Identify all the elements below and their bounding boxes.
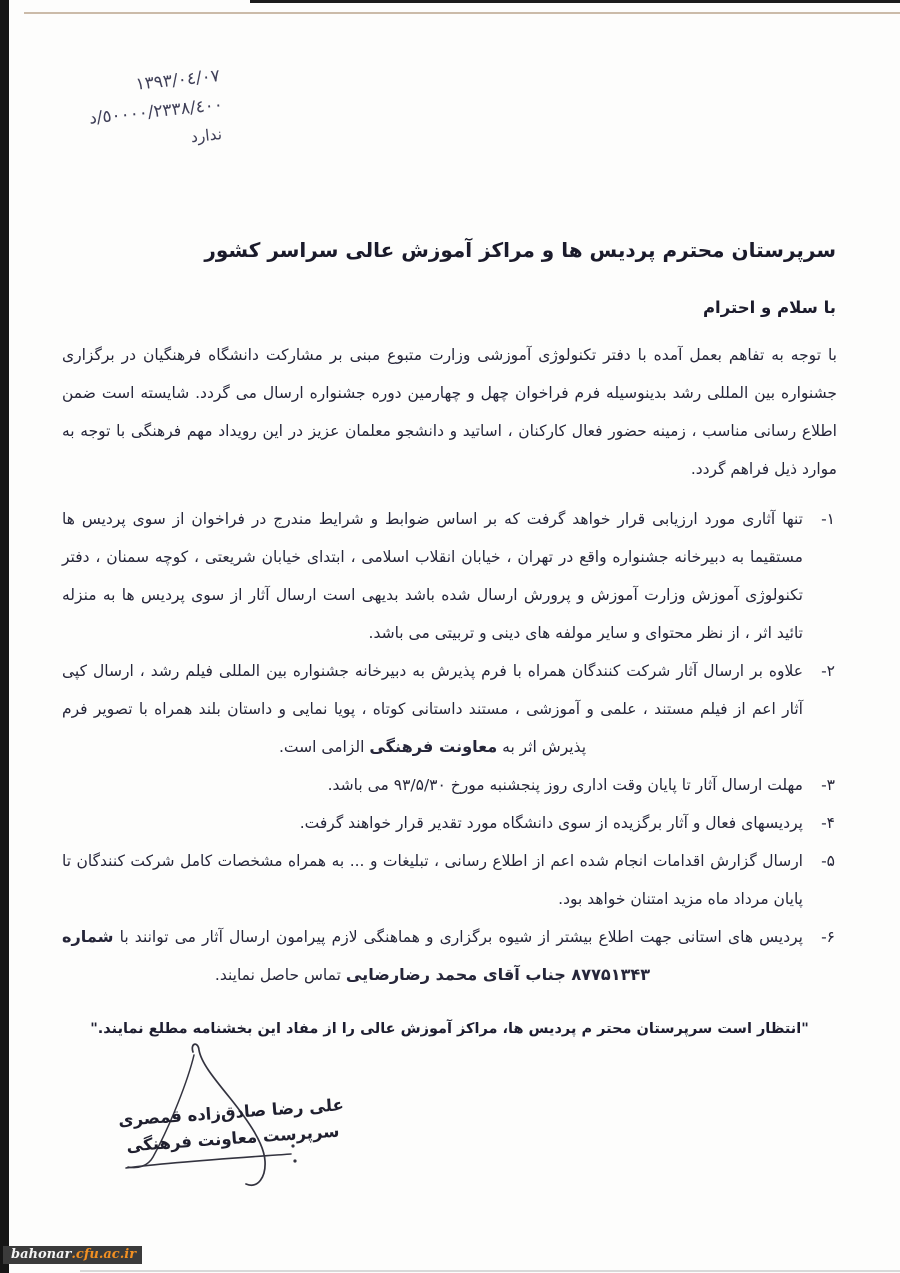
list-item-3 <box>62 766 837 804</box>
item-number: ۳- <box>821 776 835 794</box>
item-number: ۱- <box>821 510 835 528</box>
closing-note: "انتظار است سرپرستان محتر م پردیس ها، مراکز آموزش عالی را از مفاد این بخشنامه مطلع نمایند." <box>90 1021 809 1037</box>
letter-attachment: ندارد <box>189 125 223 147</box>
numbered-list <box>62 500 837 994</box>
item-text: علاوه بر ارسال آثار شرکت کنندگان همراه با فرم پذیرش به دبیرخانه جشنواره بین المللی فیلم رشد ، ارسال کپی آثار اعم از فیلم مستند ، علمی و آموزشی ، مستند داستانی کوتاه ، پویا نمایی و داستان بلند همراه با تصویر فرم پذیرش اثر به معاونت فرهنگی الزامی است. <box>62 662 803 756</box>
scan-top-edge <box>250 0 900 3</box>
list-item-6 <box>62 918 837 994</box>
list-item-2 <box>62 652 837 766</box>
signer-name: علی رضا صادق‌زاده قمصری <box>117 1095 345 1130</box>
item-text: تنها آثاری مورد ارزیابی قرار خواهد گرفت که بر اساس ضوابط و شرایط مندرج در فراخوان از سوی پردیس ها مستقیما به دبیرخانه جشنواره واقع در تهران ، خیابان انقلاب اسلامی ، ابتدای خیابان شریعتی ، کوچه سمنان ، دفتر تکنولوژی آموزش وزارت آموزش و پرورش ارسال شده باشد بدیهی است ارسال آثار از سوی پردیس ها به منزله تائید اثر ، از نظر محتوای و سایر مولفه های دینی و تربیتی می باشد. <box>62 510 803 642</box>
scan-top-line <box>24 12 900 14</box>
item-text: پردیسهای فعال و آثار برگزیده از سوی دانشگاه مورد تقدیر قرار خواهند گرفت. <box>299 814 803 832</box>
item-text: ارسال گزارش اقدامات انجام شده اعم از اطلاع رسانی ، تبلیغات و ... به همراه مشخصات کامل شرکت کنندگان تا پایان مرداد ماه مزید امتنان خواهد بود. <box>62 852 803 908</box>
letter-number: د/٥٠٠٠٠/٢٣٣٨/٤٠٠ <box>87 94 224 129</box>
item-text: مهلت ارسال آثار تا پایان وقت اداری روز پنجشنبه مورخ ۹۳/۵/۳۰ می باشد. <box>327 776 803 794</box>
item-text: پردیس های استانی جهت اطلاع بیشتر از شیوه برگزاری و هماهنگی لازم پیرامون ارسال آثار می توانند با شماره ۸۷۷۵۱۳۴۳ جناب آقای محمد رضارضایی تماس حاصل نمایند. <box>62 927 803 984</box>
registrar-stamp <box>84 62 227 163</box>
watermark-prefix: bahonar <box>11 1247 72 1262</box>
salutation: با سلام و احترام <box>702 298 836 317</box>
list-item-1 <box>62 500 837 652</box>
item-number: ۶- <box>821 928 835 946</box>
item-number: ۲- <box>821 662 835 680</box>
list-item-5 <box>62 842 837 918</box>
recipient-title: سرپرستان محترم پردیس ها و مراکز آموزش عالی سراسر کشور <box>204 238 836 262</box>
scan-bottom-line <box>80 1270 900 1272</box>
letter-body <box>62 336 837 1048</box>
signer-title: سرپرست معاونت فرهنگی <box>125 1121 340 1156</box>
intro-paragraph: با توجه به تفاهم بعمل آمده با دفتر تکنولوژی آموزشی وزارت متبوع مبنی بر مشارکت دانشگاه فرهنگیان در برگزاری جشنواره بین المللی رشد بدینوسیله فرم فراخوان چهل و چهارمین دوره جشنواره ارسال می گردد. شایسته است ضمن اطلاع رسانی مناسب ، زمینه حضور فعال کارکنان ، اساتید و دانشجو معلمان عزیز در این رویداد مهم فرهنگی با توجه به موارد ذیل فراهم گردد. <box>62 346 837 478</box>
watermark-bar <box>3 1246 142 1264</box>
item-number: ۴- <box>821 814 835 832</box>
watermark-suffix: .cfu.ac.ir <box>71 1247 137 1262</box>
list-item-4 <box>62 804 837 842</box>
item-number: ۵- <box>821 852 835 870</box>
letter-date: ١٣٩٣/٠٤/٠٧ <box>134 65 221 95</box>
scan-left-edge <box>0 0 9 1273</box>
